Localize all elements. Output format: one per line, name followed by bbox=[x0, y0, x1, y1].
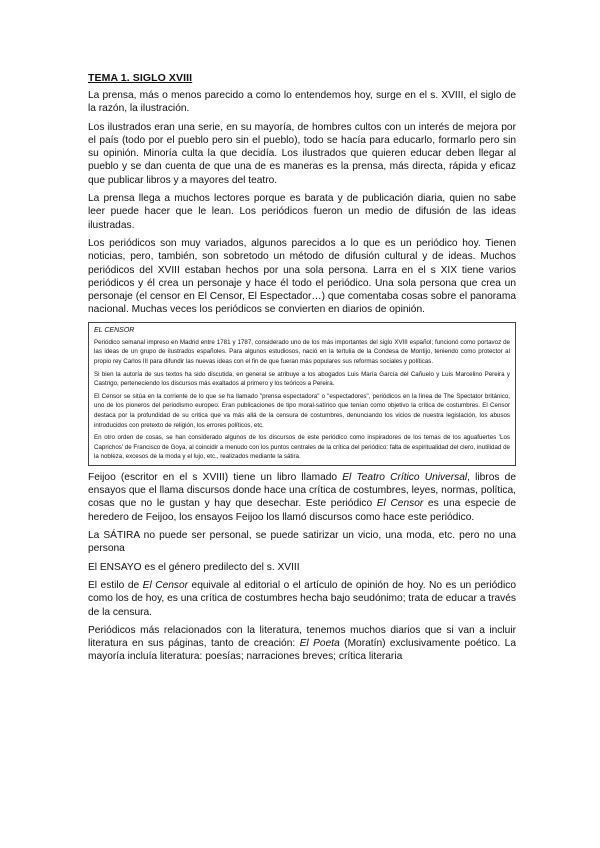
document-content bbox=[88, 72, 516, 669]
text-run: , libros de ensayos que el llama discursos donde hace una crítica de costumbres, leyes, normas, política, cosas que no le gustan y hay que desechar. Este periódico bbox=[88, 471, 516, 510]
paragraph-estilo bbox=[88, 579, 516, 619]
newspaper-title: El Censor bbox=[142, 579, 189, 591]
paragraph-feijoo bbox=[88, 471, 516, 524]
text-run: equivale al editorial o el artículo de opinión de hoy. No es un periódico como los de hoy, es una crítica de costumbres hecha bajo seudónimo; trata de educar a través de la censura. bbox=[88, 579, 516, 618]
box-paragraph-3: El Censor se sitúa en la corriente de lo que se ha llamado "prensa espectadora" o "espectadores", periódicos en la línea de The Spectator británico, uno de los pioneros del periodismo europeo. Eran publicaciones de tipo moral-satírico que tenían como objetivo la crítica de costumbres. El Censor destaca por la profundidad de su crítica que va más allá de la censura de costumbres, denunciando los vicios de nuestra legislación, los abusos introducidos con pretexto de religión, los errores políticos, etc. bbox=[94, 392, 510, 429]
document-title: TEMA 1. SIGLO XVIII bbox=[88, 72, 193, 84]
text-run: El estilo de bbox=[88, 579, 143, 591]
text-run: Feijoo (escritor en el s XVIII) tiene un libro llamado bbox=[88, 471, 343, 483]
el-censor-box bbox=[88, 322, 516, 466]
text-run: es una especie de heredero de Feijoo, los ensayos Feijoo los llamó discursos como hace este periódico. bbox=[88, 498, 517, 523]
paragraph-satira: La SÁTIRA no puede ser personal, se puede satirizar un vicio, una moda, etc. pero no una persona bbox=[88, 530, 516, 555]
newspaper-title: El Censor bbox=[376, 498, 424, 510]
newspaper-title: El Poeta bbox=[299, 638, 340, 650]
text-run: Periódicos más relacionados con la literatura, tenemos muchos diarios que si van a incluir literatura en sus páginas, tanto de creación: bbox=[88, 624, 516, 650]
paragraph-periodicos-variados: Los periódicos son muy variados, algunos parecidos a lo que es un periódico hoy. Tienen noticias, pero, también, son sobretodo un método de difusión cultural y de ideas. Muchos periódicos del XVIII estaban hechos por una sola persona. Larra en el s XIX tiene varios periódicos y él crea un personaje y hace él todo el periódico. Una sola persona que crea un personaje (el censor en El Censor, El Espectador…) que comentaba cosas sobre el panorama nacional. Muchas veces los periódicos se convierten en diarios de opinión. bbox=[88, 237, 516, 316]
box-paragraph-4: En otro orden de cosas, se han considerado algunos de los discursos de este periódico como inspiradores de los temas de los aguafuertes 'Los Caprichos' de Francisco de Goya, al coincidir a menudo con los puntos centrales de la crítica del periódico: falta de espiritualidad del clero, inutilidad de la nobleza, excesos de la moda y el lujo, etc., realizados mediante la sátira. bbox=[94, 434, 510, 461]
box-title: EL CENSOR bbox=[94, 326, 135, 334]
text-run: (Moratín) exclusivamente poético. La mayoría incluía literatura: poesías; narraciones breves; crítica literaria bbox=[88, 638, 516, 663]
paragraph-ensayo: El ENSAYO es el género predilecto del s. XVIII bbox=[88, 561, 300, 573]
box-paragraph-1: Periódico semanal impreso en Madrid entre 1781 y 1787, considerado uno de los más importantes del siglo XVIII español; funcionó como portavoz de las ideas de un grupo de ilustrados españoles. Para algunos estudiosos, nació en la tertulia de la Condesa de Montijo, teniendo como protector al propio rey Carlos III para difundir las nuevas ideas con el fin de que fueran más populares sus reformas sociales y políticas. bbox=[94, 338, 510, 365]
paragraph-literatura bbox=[88, 624, 516, 664]
box-paragraph-2: Si bien la autoría de sus textos ha sido discutida, en general se atribuye a los abogados Luis María García del Cañuelo y Luis Marcelino Pereira y Castrigo, perteneciendo los discursos más exaltados al primero y los teóricos a Pereira. bbox=[94, 370, 510, 388]
paragraph-ilustrados: Los ilustrados eran una serie, en su mayoría, de hombres cultos con un interés de mejora por el país (todo por el pueblo pero sin el pueblo), todo se hacía para educarlo, formarlo pero sin su opinión. Minoría culta la que decidía. Los ilustrados que quieren educar deben llegar al pueblo y se dan cuenta de que una de es maneras es la prensa, más directa, rápida y eficaz que publicar libros y a mayores del teatro. bbox=[88, 121, 516, 186]
book-title: El Teatro Crítico Universal bbox=[342, 471, 468, 483]
paragraph-prensa-lectores: La prensa llega a muchos lectores porque es barata y de publicación diaria, quien no sabe leer puede hacer que le lean. Los periódicos fueron un medio de difusión de las ideas ilustradas. bbox=[88, 193, 516, 231]
paragraph-intro: La prensa, más o menos parecido a como lo entendemos hoy, surge en el s. XVIII, el siglo de la razón, la ilustración. bbox=[88, 90, 516, 115]
